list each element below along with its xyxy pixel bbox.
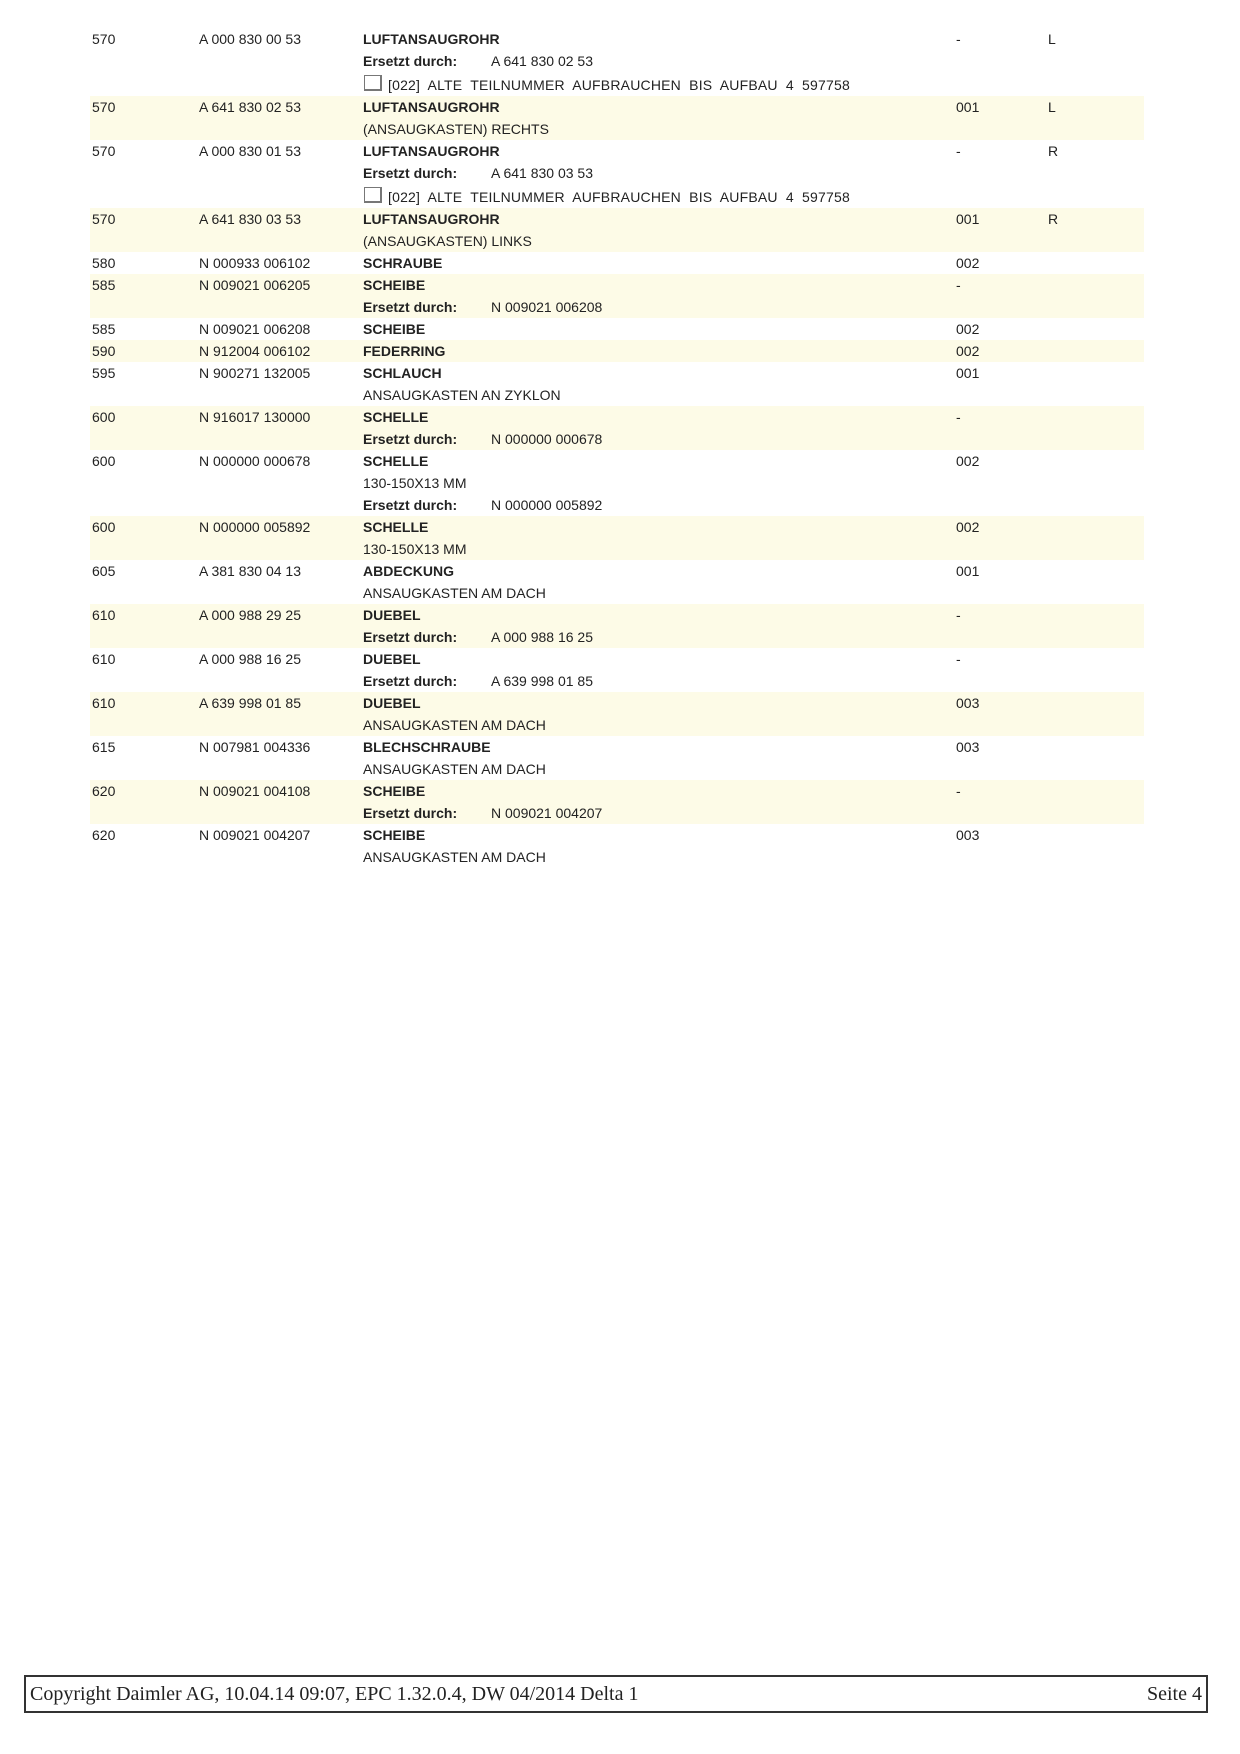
parts-row: [90, 824, 1144, 868]
part-description: ANSAUGKASTEN AM DACH: [363, 761, 546, 777]
part-number: A 000 988 16 25: [199, 651, 301, 667]
parts-row: [90, 692, 1144, 736]
replacement-part-number[interactable]: N 000000 005892: [491, 497, 603, 513]
part-description: (ANSAUGKASTEN) LINKS: [363, 233, 532, 249]
quantity: 002: [956, 453, 980, 469]
parts-row: [90, 604, 1144, 648]
part-number: A 639 998 01 85: [199, 695, 301, 711]
part-number: N 009021 004108: [199, 783, 311, 799]
parts-row: [90, 406, 1144, 450]
part-description: (ANSAUGKASTEN) RECHTS: [363, 121, 549, 137]
replacement-part-number[interactable]: N 009021 004207: [491, 805, 603, 821]
part-number: N 009021 004207: [199, 827, 311, 843]
replaced-by-label: Ersetzt durch:: [363, 165, 458, 181]
parts-list: [90, 28, 1144, 868]
part-description: ANSAUGKASTEN AM DACH: [363, 717, 546, 733]
part-number: N 000000 005892: [199, 519, 311, 535]
parts-row: [90, 516, 1144, 560]
position-number: 585: [92, 277, 116, 293]
quantity: 003: [956, 695, 980, 711]
quantity: -: [956, 143, 961, 159]
quantity: 002: [956, 343, 980, 359]
quantity: 002: [956, 519, 980, 535]
part-name: DUEBEL: [363, 695, 421, 711]
part-number: A 641 830 02 53: [199, 99, 301, 115]
position-number: 620: [92, 783, 116, 799]
page-footer: [24, 1675, 1208, 1713]
part-name: BLECHSCHRAUBE: [363, 739, 491, 755]
quantity: 003: [956, 739, 980, 755]
part-number: A 381 830 04 13: [199, 563, 301, 579]
part-description: ANSAUGKASTEN AN ZYKLON: [363, 387, 561, 403]
quantity: 001: [956, 99, 980, 115]
part-name: SCHEIBE: [363, 321, 426, 337]
note-icon[interactable]: [364, 187, 382, 203]
parts-row: [90, 274, 1144, 318]
part-number: N 007981 004336: [199, 739, 311, 755]
parts-row: [90, 208, 1144, 252]
quantity: -: [956, 783, 961, 799]
position-number: 620: [92, 827, 116, 843]
position-number: 570: [92, 99, 116, 115]
parts-row: [90, 340, 1144, 362]
footer-copyright: Copyright Daimler AG, 10.04.14 09:07, EPC 1.32.0.4, DW 04/2014 Delta 1: [30, 1683, 639, 1705]
replaced-by-label: Ersetzt durch:: [363, 805, 458, 821]
replaced-by-label: Ersetzt durch:: [363, 629, 458, 645]
position-number: 570: [92, 31, 116, 47]
footnote-text: [022] ALTE TEILNUMMER AUFBRAUCHEN BIS AUFBAU 4 597758: [388, 77, 850, 93]
position-number: 600: [92, 453, 116, 469]
position-number: 605: [92, 563, 116, 579]
part-name: DUEBEL: [363, 651, 421, 667]
parts-row: [90, 736, 1144, 780]
position-number: 580: [92, 255, 116, 271]
parts-row: [90, 318, 1144, 340]
part-name: SCHELLE: [363, 453, 429, 469]
part-name: LUFTANSAUGROHR: [363, 143, 500, 159]
part-name: SCHELLE: [363, 519, 429, 535]
part-number: N 009021 006205: [199, 277, 311, 293]
quantity: 001: [956, 563, 980, 579]
position-number: 600: [92, 409, 116, 425]
quantity: -: [956, 31, 961, 47]
part-number: A 641 830 03 53: [199, 211, 301, 227]
part-description: 130-150X13 MM: [363, 475, 467, 491]
replaced-by-label: Ersetzt durch:: [363, 53, 458, 69]
part-name: SCHLAUCH: [363, 365, 442, 381]
replaced-by-label: Ersetzt durch:: [363, 673, 458, 689]
position-number: 570: [92, 211, 116, 227]
part-name: SCHEIBE: [363, 827, 426, 843]
part-number: N 900271 132005: [199, 365, 311, 381]
position-number: 610: [92, 607, 116, 623]
quantity: 002: [956, 321, 980, 337]
part-number: N 000000 000678: [199, 453, 311, 469]
quantity: 002: [956, 255, 980, 271]
part-name: SCHEIBE: [363, 277, 426, 293]
replacement-part-number[interactable]: N 000000 000678: [491, 431, 603, 447]
parts-row: [90, 648, 1144, 692]
part-name: SCHELLE: [363, 409, 429, 425]
parts-row: [90, 96, 1144, 140]
side-code: R: [1048, 143, 1059, 159]
part-name: LUFTANSAUGROHR: [363, 211, 500, 227]
part-number: A 000 830 01 53: [199, 143, 301, 159]
part-name: DUEBEL: [363, 607, 421, 623]
side-code: R: [1048, 211, 1059, 227]
parts-row: [90, 780, 1144, 824]
replaced-by-label: Ersetzt durch:: [363, 299, 458, 315]
position-number: 595: [92, 365, 116, 381]
position-number: 570: [92, 143, 116, 159]
quantity: 003: [956, 827, 980, 843]
position-number: 610: [92, 651, 116, 667]
position-number: 610: [92, 695, 116, 711]
replacement-part-number[interactable]: A 000 988 16 25: [491, 629, 593, 645]
parts-row: [90, 28, 1144, 96]
part-name: ABDECKUNG: [363, 563, 454, 579]
quantity: 001: [956, 211, 980, 227]
part-name: FEDERRING: [363, 343, 446, 359]
position-number: 590: [92, 343, 116, 359]
position-number: 600: [92, 519, 116, 535]
quantity: -: [956, 651, 961, 667]
part-description: ANSAUGKASTEN AM DACH: [363, 585, 546, 601]
parts-row: [90, 362, 1144, 406]
parts-row: [90, 140, 1144, 208]
part-name: SCHEIBE: [363, 783, 426, 799]
side-code: L: [1048, 31, 1056, 47]
part-number: N 912004 006102: [199, 343, 311, 359]
note-icon[interactable]: [364, 75, 382, 91]
part-number: A 000 988 29 25: [199, 607, 301, 623]
parts-row: [90, 450, 1144, 516]
replaced-by-label: Ersetzt durch:: [363, 431, 458, 447]
part-description: ANSAUGKASTEN AM DACH: [363, 849, 546, 865]
part-number: N 916017 130000: [199, 409, 311, 425]
part-name: SCHRAUBE: [363, 255, 443, 271]
part-number: N 009021 006208: [199, 321, 311, 337]
footer-page-number: Seite 4: [1147, 1683, 1202, 1705]
footnote-text: [022] ALTE TEILNUMMER AUFBRAUCHEN BIS AUFBAU 4 597758: [388, 189, 850, 205]
part-number: A 000 830 00 53: [199, 31, 301, 47]
replaced-by-label: Ersetzt durch:: [363, 497, 458, 513]
replacement-part-number[interactable]: A 639 998 01 85: [491, 673, 593, 689]
parts-row: [90, 560, 1144, 604]
part-description: 130-150X13 MM: [363, 541, 467, 557]
part-name: LUFTANSAUGROHR: [363, 31, 500, 47]
quantity: 001: [956, 365, 980, 381]
replacement-part-number[interactable]: A 641 830 02 53: [491, 53, 593, 69]
replacement-part-number[interactable]: N 009021 006208: [491, 299, 603, 315]
side-code: L: [1048, 99, 1056, 115]
parts-row: [90, 252, 1144, 274]
quantity: -: [956, 607, 961, 623]
replacement-part-number[interactable]: A 641 830 03 53: [491, 165, 593, 181]
part-number: N 000933 006102: [199, 255, 311, 271]
quantity: -: [956, 277, 961, 293]
position-number: 585: [92, 321, 116, 337]
quantity: -: [956, 409, 961, 425]
part-name: LUFTANSAUGROHR: [363, 99, 500, 115]
position-number: 615: [92, 739, 116, 755]
